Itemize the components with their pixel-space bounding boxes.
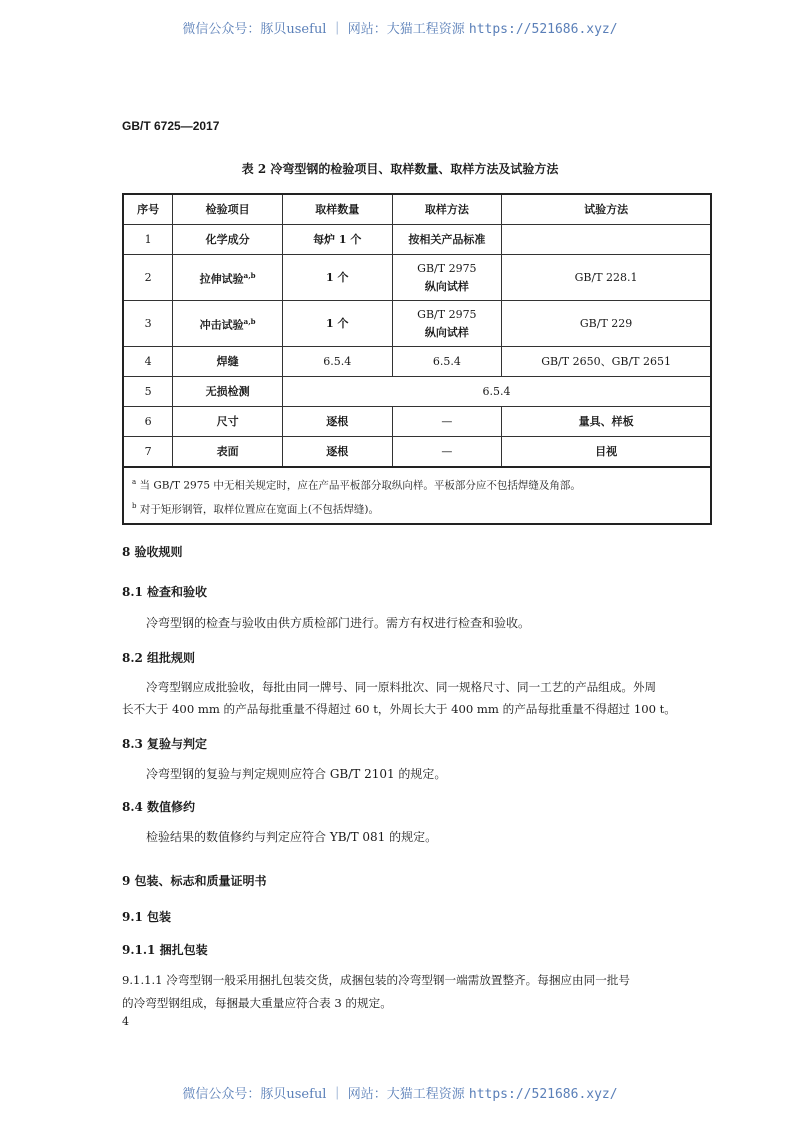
cell-qty: 每炉 1 个	[282, 225, 392, 255]
cell-item: 无损检测	[173, 377, 283, 407]
section-heading: 9 包装、标志和质量证明书	[122, 874, 267, 888]
cell-test: 目视	[502, 437, 711, 468]
table-row	[123, 437, 711, 468]
cell-test: GB/T 229	[502, 301, 711, 347]
paragraph: 冷弯型钢应成批验收，每批由同一牌号、同一原料批次、同一规格尺寸、同一工艺的产品组成。外周	[146, 680, 657, 694]
paragraph: 冷弯型钢的检查与验收由供方质检部门进行。需方有权进行检查和验收。	[146, 616, 531, 630]
cell-item: 表面	[173, 437, 283, 468]
table-row	[123, 225, 711, 255]
cell-qty: 1 个	[282, 255, 392, 301]
table-header-row	[123, 194, 711, 225]
cell-no: 6	[123, 407, 173, 437]
watermark-top: 微信公众号：豚贝useful ｜ 网站：大猫工程资源 https://521686.xyz/	[182, 22, 618, 37]
table-row	[123, 301, 711, 347]
cell-no: 7	[123, 437, 173, 468]
cell-test: 量具、样板	[502, 407, 711, 437]
col-header: 序号	[123, 194, 173, 225]
watermark-bottom: 微信公众号：豚贝useful ｜ 网站：大猫工程资源 https://521686.xyz/	[182, 1087, 618, 1102]
section-heading: 8.4 数值修约	[122, 800, 196, 814]
cell-item: 焊缝	[173, 347, 283, 377]
section-heading: 9.1 包装	[122, 910, 172, 924]
cell-item: 拉伸试验$^{a,b}$	[173, 255, 283, 301]
cell-test	[502, 225, 711, 255]
section-heading: 9.1.1 捆扎包装	[122, 943, 208, 957]
table-footnotes	[123, 467, 711, 524]
cell-method: 6.5.4	[392, 347, 502, 377]
section-heading: 8.1 检查和验收	[122, 585, 208, 599]
footnote: $^b$ 对于矩形钢管，取样位置应在宽面上(不包括焊缝)。	[132, 501, 380, 515]
cell-item: 冲击试验$^{a,b}$	[173, 301, 283, 347]
paragraph: 的冷弯型钢组成，每捆最大重量应符合表 3 的规定。	[122, 996, 392, 1010]
paragraph: 检验结果的数值修约与判定应符合 YB/T 081 的规定。	[146, 830, 438, 844]
section-heading: 8.3 复验与判定	[122, 737, 208, 751]
cell-method: 按相关产品标准	[392, 225, 502, 255]
table-row	[123, 407, 711, 437]
paragraph: 长不大于 400 mm 的产品每批重量不得超过 60 t，外周长大于 400 mm 的产品每批重量不得超过 100 t。	[122, 702, 676, 716]
standard-number: GB/T 6725—2017	[122, 119, 220, 133]
section-heading: 8 验收规则	[122, 545, 183, 559]
col-header: 取样方法	[392, 194, 502, 225]
cell-no: 4	[123, 347, 173, 377]
cell-merged: 6.5.4	[282, 377, 711, 407]
cell-test: GB/T 2650、GB/T 2651	[502, 347, 711, 377]
col-header: 试验方法	[502, 194, 711, 225]
cell-qty: 逐根	[282, 407, 392, 437]
cell-qty: 逐根	[282, 437, 392, 468]
cell-qty: 6.5.4	[282, 347, 392, 377]
cell-method: GB/T 2975 纵向试样	[392, 301, 502, 347]
table-caption: 表 2 冷弯型钢的检验项目、取样数量、取样方法及试验方法	[241, 162, 559, 176]
cell-method: GB/T 2975 纵向试样	[392, 255, 502, 301]
table-row	[123, 255, 711, 301]
table-row	[123, 347, 711, 377]
footnote: $^a$ 当 GB/T 2975 中无相关规定时，应在产品平板部分取纵向样。平板部分应不包括焊缝及角部。	[132, 478, 581, 492]
cell-method: —	[392, 407, 502, 437]
cell-method: —	[392, 437, 502, 468]
page-number: 4	[122, 1015, 129, 1028]
cell-no: 2	[123, 255, 173, 301]
cell-test: GB/T 228.1	[502, 255, 711, 301]
paragraph: 冷弯型钢的复验与判定规则应符合 GB/T 2101 的规定。	[146, 767, 447, 781]
cell-no: 5	[123, 377, 173, 407]
cell-qty: 1 个	[282, 301, 392, 347]
cell-no: 1	[123, 225, 173, 255]
inspection-table	[122, 193, 712, 525]
table-row	[123, 377, 711, 407]
cell-no: 3	[123, 301, 173, 347]
section-heading: 8.2 组批规则	[122, 651, 196, 665]
col-header: 检验项目	[173, 194, 283, 225]
cell-item: 尺寸	[173, 407, 283, 437]
paragraph: 9.1.1.1 冷弯型钢一般采用捆扎包装交货，成捆包装的冷弯型钢一端需放置整齐。每捆应由同一批号	[122, 973, 630, 987]
col-header: 取样数量	[282, 194, 392, 225]
cell-item: 化学成分	[173, 225, 283, 255]
